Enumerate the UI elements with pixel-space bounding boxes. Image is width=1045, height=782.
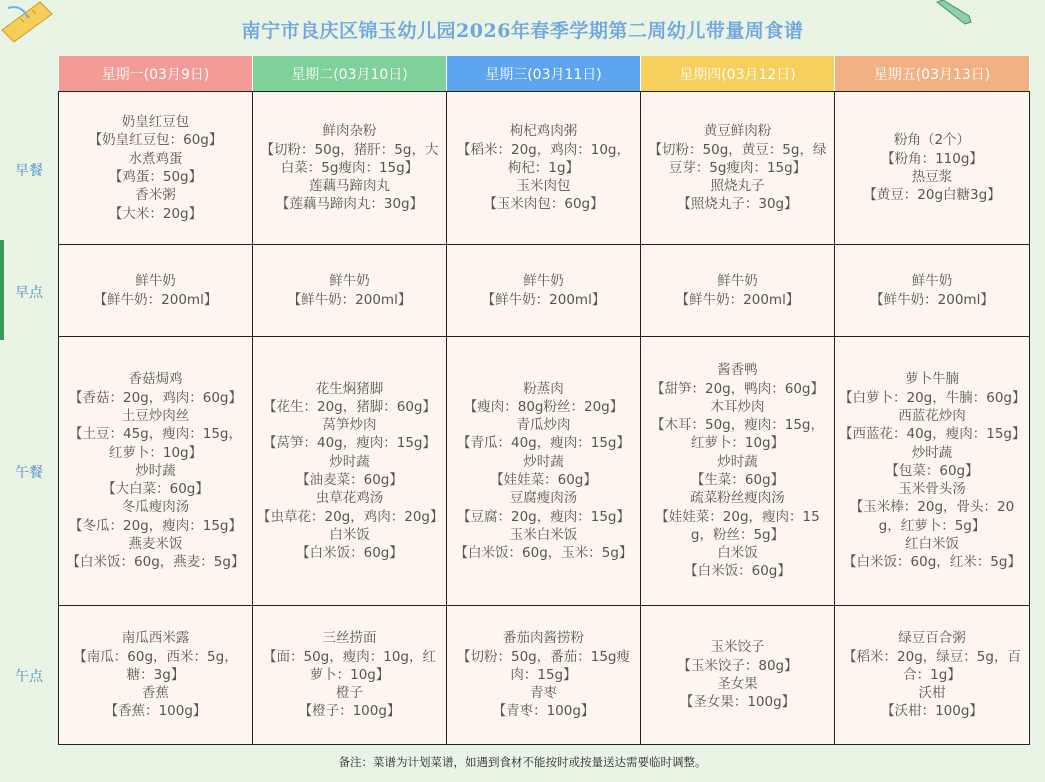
afternoon-snack-cell xyxy=(253,606,447,745)
morning-snack-cell xyxy=(447,245,641,337)
dish-name: 照烧丸子 xyxy=(710,178,765,195)
dish-ingredients: 【甜笋：20g，鸭肉：60g】 xyxy=(651,380,824,397)
dish-ingredients: 【鸡蛋：50g】 xyxy=(108,169,203,185)
dish-name: 鲜肉杂粉 xyxy=(322,123,377,140)
lunch-cell xyxy=(59,337,253,606)
dish-name: 香菇焗鸡 xyxy=(128,371,183,388)
lunch-cell xyxy=(447,337,641,606)
dish-ingredients: 【面：50g，瘦肉：10g，红萝卜：10g】 xyxy=(263,648,436,683)
dish-ingredients: 【鲜牛奶：200ml】 xyxy=(675,291,800,308)
dish-ingredients: 【稻米：20g，绿豆：5g，百合：1g】 xyxy=(843,648,1021,683)
dish-name: 玉米肉包 xyxy=(516,178,571,195)
dish-name: 青瓜炒肉 xyxy=(516,417,571,434)
dish-ingredients: 【生菜：60g】 xyxy=(690,472,785,488)
header-monday: 星期一(03月9日) xyxy=(59,56,253,92)
dish-ingredients: 【白米饭：60g】 xyxy=(684,563,791,580)
morning-snack-cell xyxy=(253,245,447,337)
lunch-cell xyxy=(835,337,1030,606)
dish-name: 土豆炒肉丝 xyxy=(121,407,190,424)
dish-name: 炒时蔬 xyxy=(523,453,564,470)
dish-name: 西蓝花炒肉 xyxy=(898,407,966,424)
dish-ingredients: 【虫草花：20g，鸡肉：20g】 xyxy=(257,508,444,525)
dish-ingredients: 【莲藕马蹄肉丸：30g】 xyxy=(275,196,424,213)
dish-name: 白米饭 xyxy=(329,526,370,543)
dish-name: 玉米饺子 xyxy=(710,639,765,656)
meal-label-breakfast: 早餐 xyxy=(15,163,43,179)
dish-name: 沃柑 xyxy=(918,685,946,702)
dish-ingredients: 【白米饭：60g，红米：5g】 xyxy=(843,554,1021,571)
dish-name: 炒时蔬 xyxy=(717,453,758,470)
dish-name: 白米饭 xyxy=(717,545,758,562)
dish-name: 南瓜西米露 xyxy=(121,630,190,647)
dish-ingredients: 【沃柑：100g】 xyxy=(881,703,983,720)
dish-name: 炒时蔬 xyxy=(329,453,370,470)
dish-name: 鲜牛奶 xyxy=(135,273,176,290)
lunch-cell xyxy=(641,337,835,606)
dish-name: 香米粥 xyxy=(135,187,176,204)
dish-name: 冬瓜瘦肉汤 xyxy=(121,499,190,516)
dish-ingredients: 【油麦菜：60g】 xyxy=(296,472,403,488)
morning-snack-row xyxy=(59,245,1030,337)
afternoon-snack-cell xyxy=(641,606,835,745)
meal-label-lunch: 午餐 xyxy=(15,465,43,481)
dish-name: 疏菜粉丝瘦肉汤 xyxy=(690,490,785,507)
morning-snack-cell xyxy=(59,245,253,337)
dish-ingredients: 【橙子：100g】 xyxy=(298,703,401,720)
lunch-cell xyxy=(253,337,447,606)
dish-ingredients: 【奶皇红豆包：60g】 xyxy=(88,132,223,149)
dish-ingredients: 【包菜：60g】 xyxy=(885,462,979,479)
dish-name: 绿豆百合粥 xyxy=(898,630,966,647)
dish-name: 番茄肉酱捞粉 xyxy=(503,630,584,647)
menu-table xyxy=(58,56,1030,745)
dish-name: 炒时蔬 xyxy=(911,444,953,461)
dish-name: 花生焖猪脚 xyxy=(315,380,384,397)
dish-ingredients: 【土豆：45g，瘦肉：15g，红萝卜：10g】 xyxy=(69,426,242,461)
dish-ingredients: 【冬瓜：20g，瘦肉：15g】 xyxy=(69,517,242,534)
afternoon-snack-cell xyxy=(447,606,641,745)
dish-ingredients: 【青枣：100g】 xyxy=(492,703,595,720)
breakfast-cell xyxy=(253,92,447,245)
dish-ingredients: 【豆腐：20g，瘦肉：15g】 xyxy=(457,508,630,525)
header-thursday: 星期四(03月12日) xyxy=(641,56,835,92)
dish-ingredients: 【青瓜：40g，瘦肉：15g】 xyxy=(457,435,630,452)
dish-ingredients: 【娃娃菜：20g，瘦肉：15g，粉丝：5g】 xyxy=(655,508,820,543)
dish-ingredients: 【鲜牛奶：200ml】 xyxy=(93,291,218,308)
morning-snack-cell xyxy=(835,245,1030,337)
header-wednesday: 星期三(03月11日) xyxy=(447,56,641,92)
dish-name: 豆腐瘦肉汤 xyxy=(509,490,578,507)
dish-name: 木耳炒肉 xyxy=(710,398,765,415)
dish-name: 鲜牛奶 xyxy=(523,273,564,290)
dish-name: 燕麦米饭 xyxy=(128,536,183,553)
dish-ingredients: 【大白菜：60g】 xyxy=(102,481,209,498)
afternoon-snack-row xyxy=(59,606,1030,745)
dish-name: 圣女果 xyxy=(717,676,758,692)
dish-ingredients: 【黄豆：20g白糖3g】 xyxy=(863,187,1001,204)
breakfast-row xyxy=(59,92,1030,245)
lunch-row xyxy=(59,337,1030,606)
dish-ingredients: 【鲜牛奶：200ml】 xyxy=(287,291,412,308)
dish-ingredients: 【白米饭：60g，玉米：5g】 xyxy=(454,545,633,562)
dish-ingredients: 【切粉：50g，猪肝：5g，大白菜：5g瘦肉：15g】 xyxy=(260,141,439,176)
dish-ingredients: 【木耳：50g，瘦肉：15g，红萝卜：10g】 xyxy=(651,417,824,452)
dish-ingredients: 【玉米肉包：60g】 xyxy=(483,196,604,213)
dish-ingredients: 【瘦肉：80g粉丝：20g】 xyxy=(463,398,624,415)
meal-label-afternoon-snack: 午点 xyxy=(15,669,43,685)
dish-name: 鲜牛奶 xyxy=(329,273,370,290)
dish-ingredients: 【白米饭：60g】 xyxy=(296,545,403,562)
dish-ingredients: 【大米：20g】 xyxy=(108,205,203,222)
dish-ingredients: 【鲜牛奶：200ml】 xyxy=(481,291,606,308)
dish-ingredients: 【娃娃菜：60g】 xyxy=(490,472,597,488)
dish-ingredients: 【圣女果：100g】 xyxy=(679,694,796,711)
dish-name: 三丝捞面 xyxy=(322,630,377,647)
page-title: 南宁市良庆区锦玉幼儿园2026年春季学期第二周幼儿带量周食谱 xyxy=(241,20,804,42)
dish-name: 热豆浆 xyxy=(911,169,953,185)
dish-name: 莴笋炒肉 xyxy=(322,417,377,434)
meal-label-morning-snack: 早点 xyxy=(15,285,43,301)
dish-name: 青枣 xyxy=(530,685,557,702)
dish-name: 枸杞鸡肉粥 xyxy=(509,123,578,140)
dish-name: 萝卜牛腩 xyxy=(905,371,959,388)
breakfast-cell xyxy=(835,92,1030,245)
dish-name: 粉角（2个） xyxy=(893,132,971,149)
dish-ingredients: 【花生：20g，猪脚：60g】 xyxy=(263,398,436,415)
dish-name: 酱香鸭 xyxy=(717,362,758,379)
dish-name: 玉米白米饭 xyxy=(509,526,578,543)
dish-ingredients: 【稻米：20g，鸡肉：10g，枸杞：1g】 xyxy=(457,141,630,176)
dish-ingredients: 【香蕉：100g】 xyxy=(104,703,207,720)
dish-ingredients: 【西蓝花：40g，瘦肉：15g】 xyxy=(839,426,1026,443)
breakfast-cell xyxy=(641,92,835,245)
afternoon-snack-cell xyxy=(59,606,253,745)
dish-ingredients: 【玉米饺子：80g】 xyxy=(677,657,798,674)
dish-ingredients: 【切粉：50g，黄豆：5g，绿豆芽：5g瘦肉：15g】 xyxy=(648,141,827,176)
dish-ingredients: 【香菇：20g，鸡肉：60g】 xyxy=(69,389,242,406)
dish-ingredients: 【南瓜：60g，西米：5g，糖：3g】 xyxy=(73,648,238,683)
dish-name: 黄豆鲜肉粉 xyxy=(703,123,772,140)
header-tuesday: 星期二(03月10日) xyxy=(253,56,447,92)
dish-ingredients: 【白萝卜：20g，牛腩：60g】 xyxy=(839,389,1026,406)
header-friday: 星期五(03月13日) xyxy=(835,56,1030,92)
dish-name: 香蕉 xyxy=(142,685,169,702)
breakfast-cell xyxy=(59,92,253,245)
dish-name: 炒时蔬 xyxy=(135,462,176,479)
dish-name: 鲜牛奶 xyxy=(717,273,758,290)
dish-name: 红白米饭 xyxy=(905,536,959,553)
dish-ingredients: 【鲜牛奶：200ml】 xyxy=(870,291,994,308)
footer-note: 备注：菜谱为计划菜谱，如遇到食材不能按时或按量送达需要临时调整。 xyxy=(338,755,707,769)
dish-name: 橙子 xyxy=(336,685,363,702)
dish-name: 莲藕马蹄肉丸 xyxy=(309,178,390,195)
dish-name: 鲜牛奶 xyxy=(911,273,953,290)
dish-ingredients: 【玉米棒：20g，骨头：20g，红萝卜：5g】 xyxy=(849,499,1015,534)
dish-name: 奶皇红豆包 xyxy=(121,114,190,131)
dish-ingredients: 【切粉：50g，番茄：15g瘦肉：15g】 xyxy=(457,648,630,683)
dish-name: 玉米骨头汤 xyxy=(898,481,966,498)
morning-snack-cell xyxy=(641,245,835,337)
dish-name: 虫草花鸡汤 xyxy=(315,490,384,507)
breakfast-cell xyxy=(447,92,641,245)
dish-ingredients: 【白米饭：60g，燕麦：5g】 xyxy=(66,554,245,571)
dish-ingredients: 【粉角：110g】 xyxy=(881,150,983,167)
dish-name: 水煮鸡蛋 xyxy=(128,150,183,167)
dish-ingredients: 【照烧丸子：30g】 xyxy=(677,196,798,213)
afternoon-snack-cell xyxy=(835,606,1030,745)
dish-name: 粉蒸肉 xyxy=(523,380,564,397)
header-row xyxy=(59,56,1030,92)
dish-ingredients: 【莴笋：40g，瘦肉：15g】 xyxy=(263,435,436,452)
